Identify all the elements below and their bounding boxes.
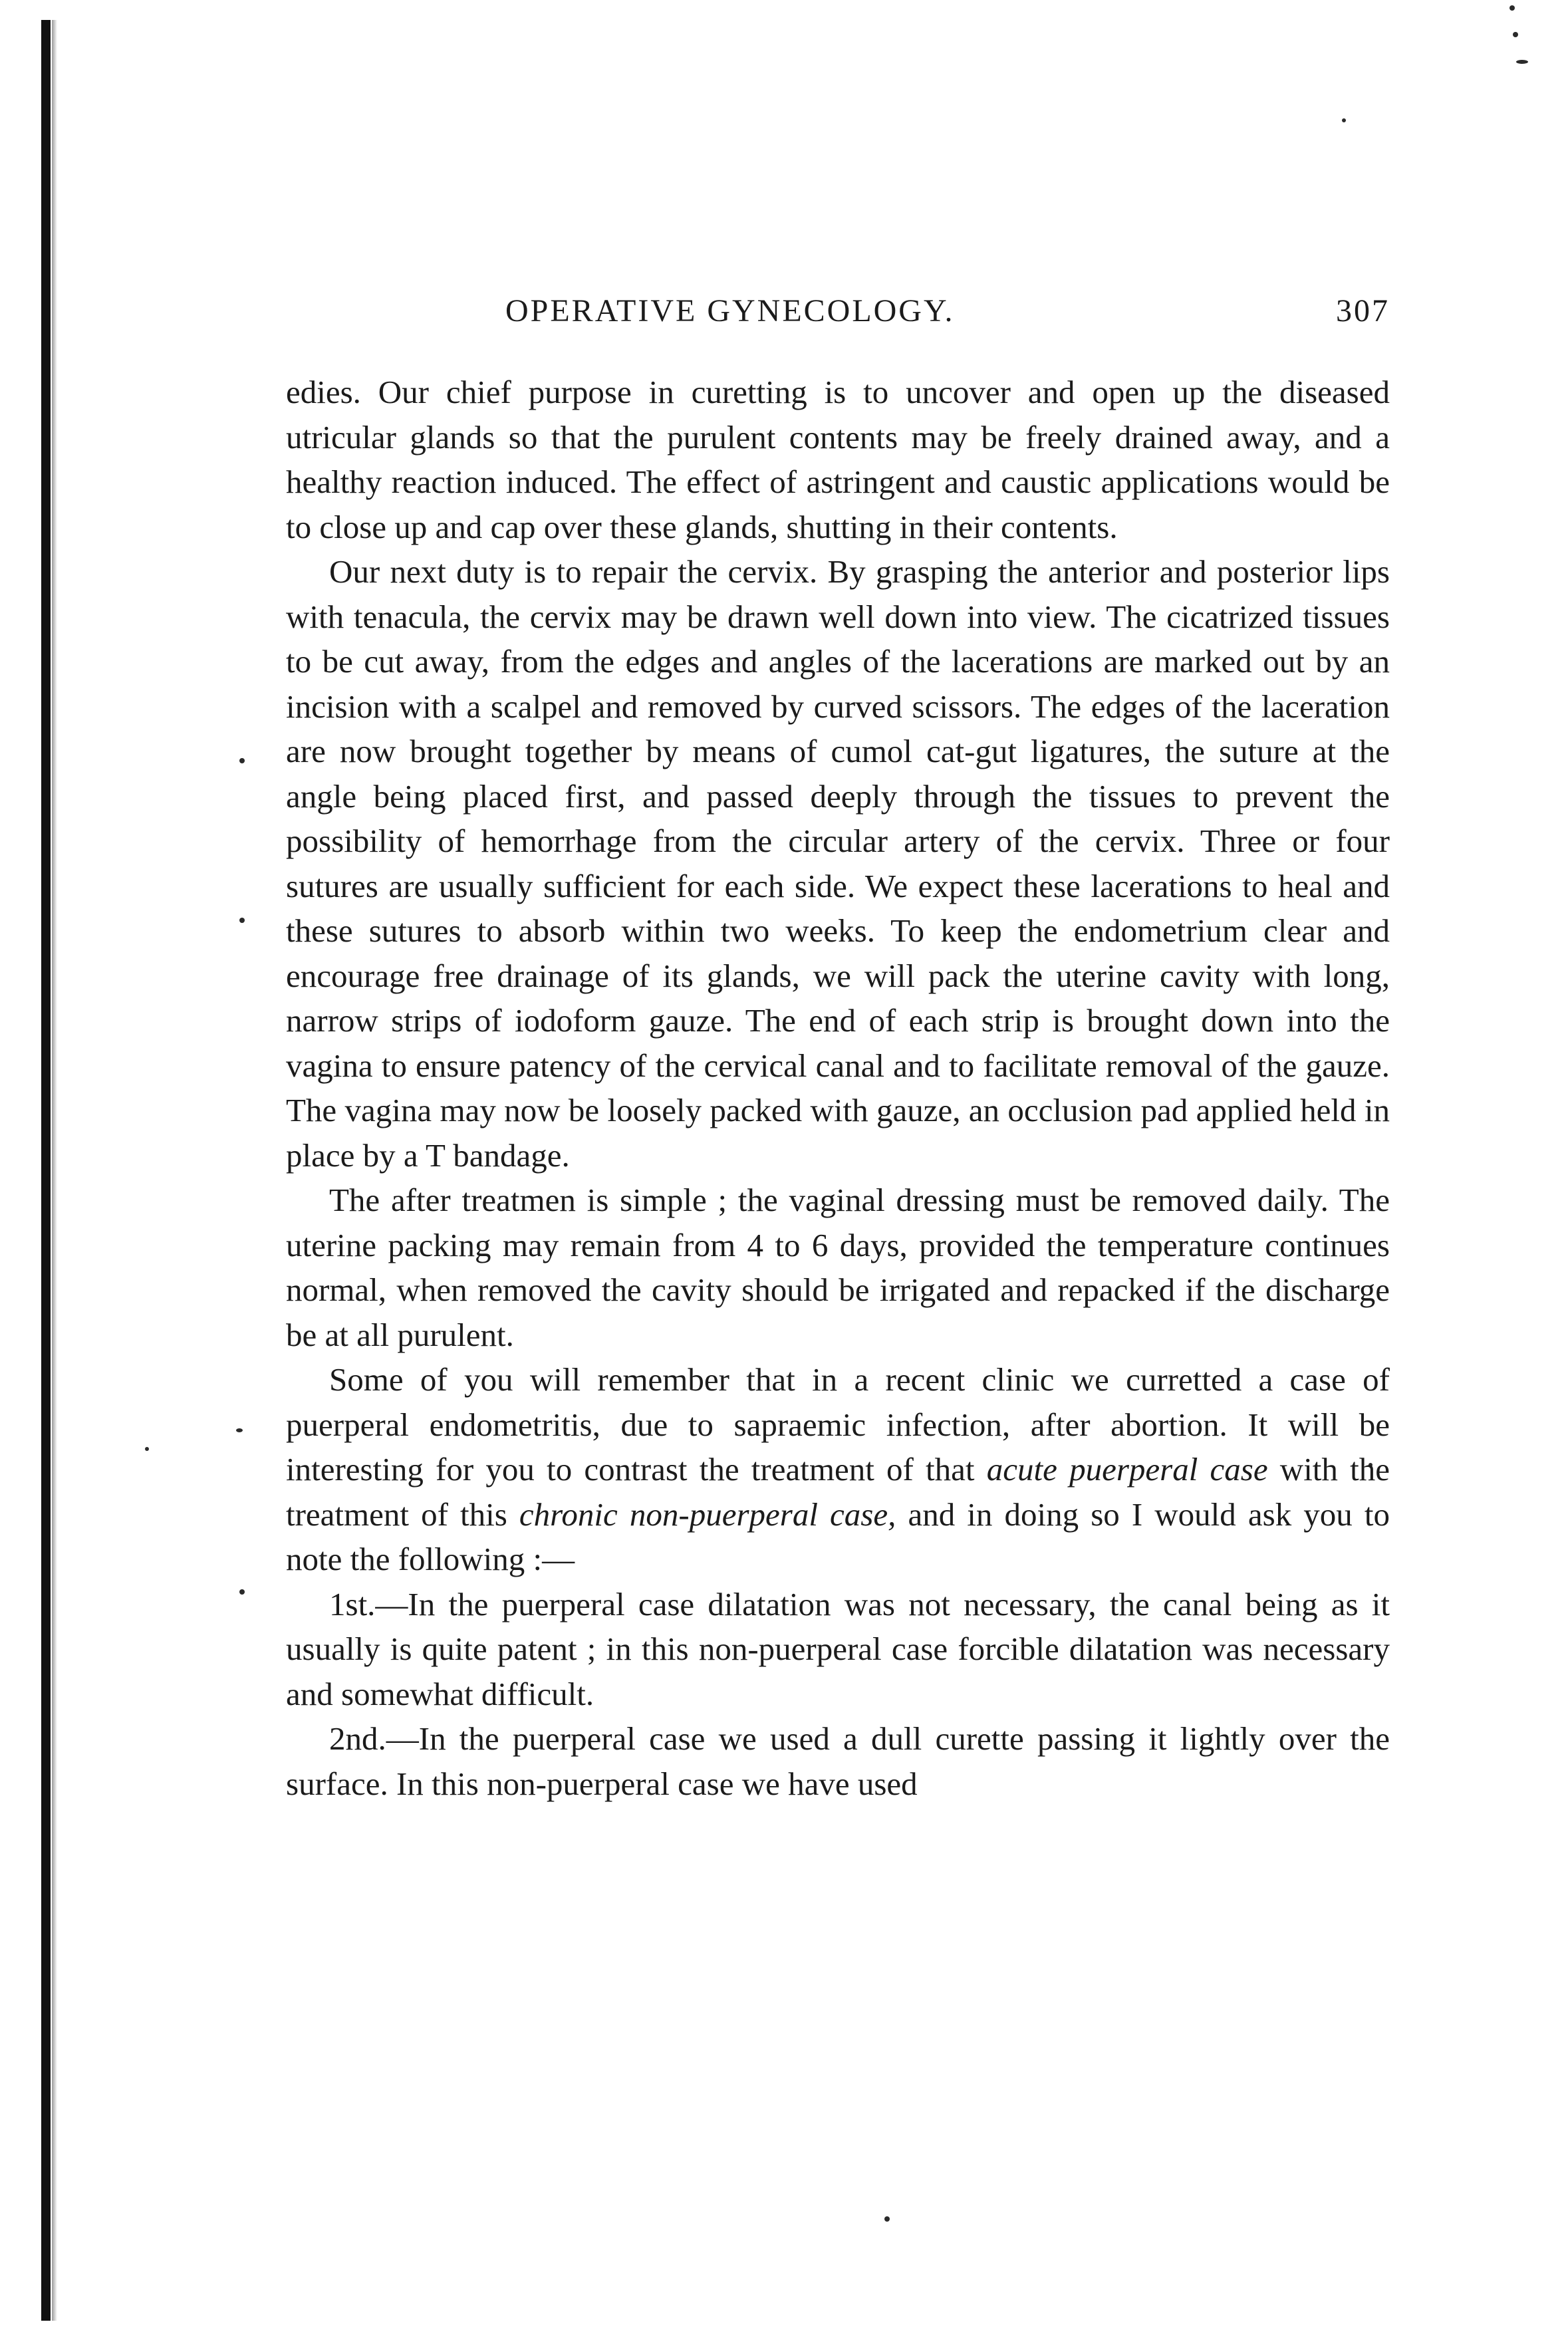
scan-speck	[1513, 32, 1518, 37]
running-title: OPERATIVE GYNECOLOGY.	[505, 293, 955, 328]
paragraph	[286, 370, 1390, 549]
text-run: Our next duty is to repair the cervix. By grasping the anterior and posterior lips with tenacula, the cervix may be drawn well down into view. The cicatrized tissues to be cut away, from the edges and angles of the lacerations are marked out by an incision with a scalpel and removed by curved scissors. The edges of the laceration are now brought together by means of cumol cat-gut ligatures, the suture at the angle being placed first, and passed deeply through the tissues to prevent the possibility of hemorrhage from the circular artery of the cervix. Three or four sutures are usually sufficient for each side. We expect these lacerations to heal and these sutures to absorb within two weeks. To keep the endometrium clear and encourage free drainage of its glands, we will pack the uterine cavity with long, narrow strips of iodoform gauze. The end of each strip is brought down into the vagina to ensure patency of the cervical canal and to facilitate removal of the gauze. The vagina may now be loosely packed with gauze, an occlusion pad applied held in place by a T bandage.	[286, 553, 1390, 1174]
scan-speck	[1516, 60, 1528, 64]
text-run: and in doing so I would ask you to note the following :—	[286, 1495, 1390, 1577]
scan-speck	[1509, 5, 1515, 11]
scan-speck	[239, 758, 245, 763]
book-page	[286, 293, 1390, 1806]
text-run: Some of you will remember that in a recent clinic we curretted a case of puerperal endometritis, due to sapraemic infection, after abortion. It will be interesting for you to contrast the treatment of that	[286, 1361, 1390, 1488]
paragraph	[286, 1716, 1390, 1806]
page-number: 307	[1336, 293, 1390, 328]
text-run: 2nd.—In the puerperal case we used a dull curette passing it lightly over the surface. In this non-puerperal case we have used	[286, 1720, 1390, 1802]
paragraph	[286, 1357, 1390, 1582]
binding-edge	[41, 20, 51, 2321]
text-run: 1st.—In the puerperal case dilatation was not necessary, the canal being as it usually is quite patent ; in this non-puerperal case forcible dilatation was necessary and somewhat difficult.	[286, 1585, 1390, 1712]
scan-speck	[239, 918, 245, 923]
paragraph	[286, 1582, 1390, 1717]
paragraph	[286, 549, 1390, 1178]
scan-speck	[236, 1428, 243, 1432]
scan-speck	[239, 1589, 245, 1595]
text-run: edies. Our chief purpose in curetting is to uncover and open up the diseased utricular glands so that the purulent contents may be freely drained away, and a healthy reaction induced. The effect of astringent and caustic applications would be to close up and cap over these glands, shutting in their contents.	[286, 374, 1390, 545]
scan-speck	[884, 2216, 890, 2222]
paragraph	[286, 1178, 1390, 1357]
binding-shadow	[52, 20, 57, 2321]
scan-speck	[1342, 118, 1346, 122]
italic-phrase: chronic non-puerperal case,	[519, 1495, 896, 1533]
text-run: The after treatmen is simple ; the vaginal dressing must be removed daily. The uterine packing may remain from 4 to 6 days, provided the temperature continues normal, when removed the cavity should be irrigated and repacked if the discharge be at all purulent.	[286, 1182, 1390, 1353]
italic-phrase: acute puerperal case	[986, 1451, 1268, 1488]
text-run: with the treatment of this	[286, 1451, 1390, 1533]
scan-speck	[145, 1447, 149, 1451]
running-head	[286, 293, 1390, 346]
body-text	[286, 370, 1390, 1806]
